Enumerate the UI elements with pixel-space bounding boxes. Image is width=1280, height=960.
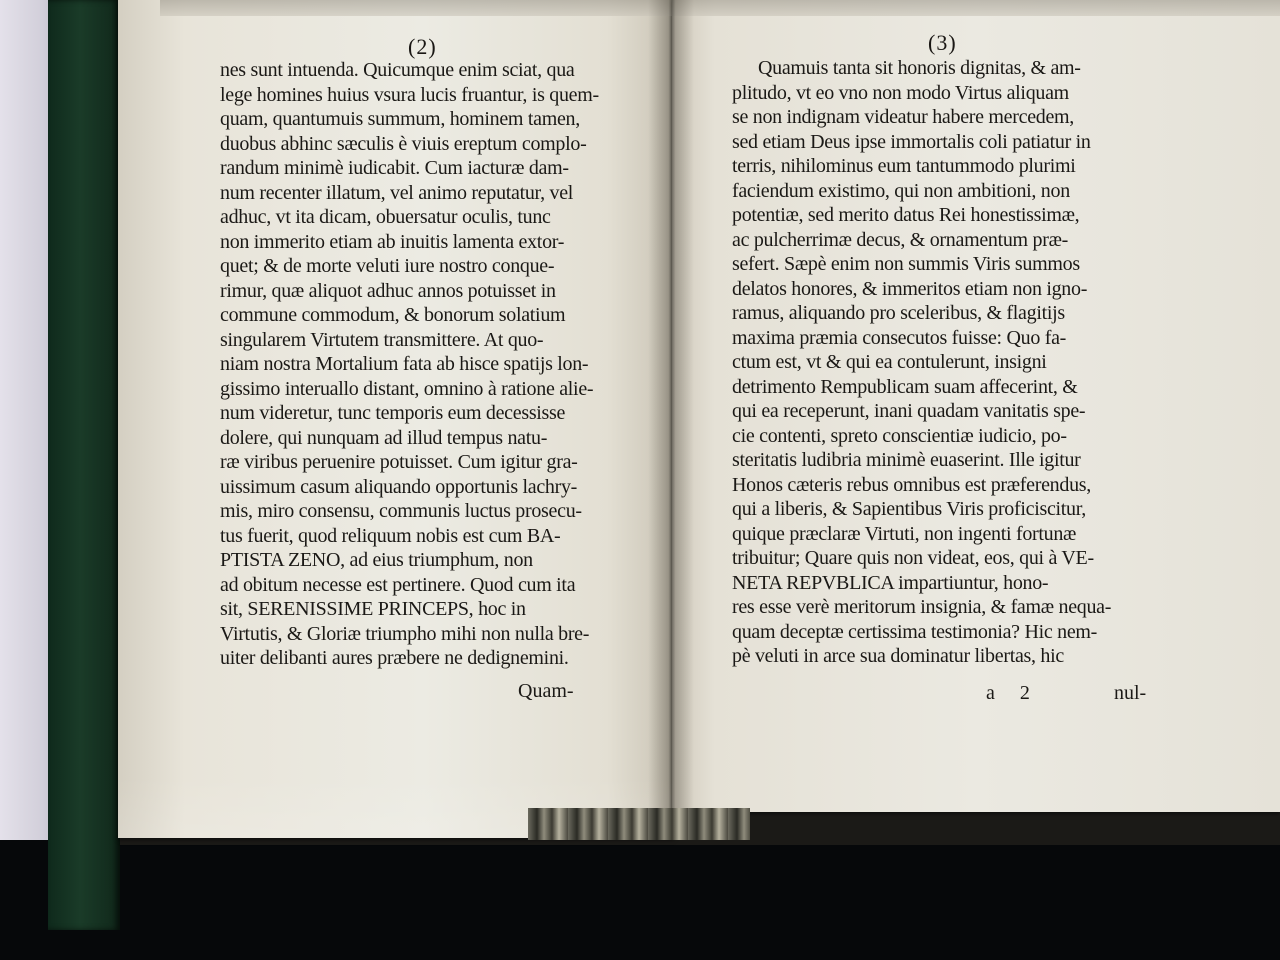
- text-line: ctum est, vt & qui ea contulerunt, insigni: [732, 351, 1047, 373]
- left-page-number: (2): [408, 34, 437, 59]
- text-line: se non indignam videatur habere mercedem,: [732, 106, 1075, 128]
- text-line: maxima præmia consecutos fuisse: Quo fa-: [732, 326, 1067, 349]
- text-line: qui ea receperunt, inani quadam vanitatis spe-: [732, 400, 1086, 422]
- text-line: singularem Virtutem transmittere. At quo-: [220, 328, 544, 351]
- right-page-number: (3): [928, 30, 957, 55]
- text-line: qui a liberis, & Sapientibus Viris proficiscitur,: [732, 498, 1086, 520]
- text-line: uiter delibanti aures præbere ne dedignemini.: [220, 647, 569, 669]
- text-line: adhuc, vt ita dicam, obuersatur oculis, tunc: [220, 206, 551, 228]
- text-line: sed etiam Deus ipse immortalis coli patiatur in: [732, 130, 1091, 153]
- text-line: rimur, quæ aliquot adhuc annos potuisset in: [220, 279, 556, 302]
- marbled-spine-strip: [528, 808, 750, 840]
- text-line: faciendum existimo, qui non ambitioni, non: [732, 179, 1070, 202]
- text-line: delatos honores, & immeritos etiam non igno-: [732, 277, 1088, 300]
- text-line: num videretur, tunc temporis eum decessisse: [220, 402, 566, 424]
- text-line: dolere, qui nunquam ad illud tempus natu-: [220, 426, 548, 449]
- text-line: nes sunt intuenda. Quicumque enim sciat, qua: [220, 59, 575, 81]
- left-page-text: [220, 58, 640, 671]
- text-line: uissimum casum aliquando opportunis lachry-: [220, 475, 578, 498]
- text-line: commune commodum, & bonorum solatium: [220, 304, 566, 326]
- text-line: tribuitur; Quare quis non videat, eos, qui à VE-: [732, 547, 1094, 569]
- text-line: steritatis ludibria minimè euaserint. Ille igitur: [732, 449, 1081, 471]
- text-line: Quamuis tanta sit honoris dignitas, & am-: [758, 57, 1081, 79]
- text-line: sefert. Sæpè enim non summis Viris summos: [732, 253, 1080, 275]
- text-line: plitudo, vt eo vno non modo Virtus aliquam: [732, 81, 1069, 104]
- text-line: cie contenti, spreto conscientiæ iudicio, po-: [732, 424, 1067, 447]
- text-line: res esse verè meritorum insignia, & famæ nequa-: [732, 596, 1112, 618]
- text-line: quique præclaræ Virtuti, non ingenti fortunæ: [732, 522, 1077, 545]
- text-line: terris, nihilominus eum tantummodo plurimi: [732, 155, 1076, 177]
- text-line: Honos cæteris rebus omnibus est præferendus,: [732, 473, 1091, 496]
- table-surface: [0, 840, 1280, 960]
- text-line: sit, SERENISSIME PRINCEPS, hoc in: [220, 598, 526, 620]
- text-line: detrimento Rempublicam suam affecerint, &: [732, 375, 1078, 398]
- green-cloth-binding: [48, 0, 120, 930]
- text-line: quam deceptæ certissima testimonia? Hic nem-: [732, 620, 1098, 643]
- text-line: lege homines huius vsura lucis fruantur, is quem-: [220, 83, 599, 106]
- book-gutter: [648, 0, 694, 810]
- text-line: pè veluti in arce sua dominatur libertas, hic: [732, 645, 1064, 667]
- text-line: quet; & de morte veluti iure nostro conque-: [220, 255, 555, 277]
- text-line: ræ viribus peruenire potuisset. Cum igitur gra-: [220, 451, 578, 473]
- text-line: mis, miro consensu, communis luctus prosecu-: [220, 500, 582, 522]
- text-line: NETA REPVBLICA impartiuntur, hono-: [732, 571, 1049, 594]
- text-line: ad obitum necesse est pertinere. Quod cum ita: [220, 573, 576, 596]
- text-line: duobus abhinc sæculis è viuis ereptum complo-: [220, 132, 587, 155]
- right-page-text: [732, 56, 1172, 669]
- text-line: potentiæ, sed merito datus Rei honestissimæ,: [732, 204, 1080, 226]
- text-line: num recenter illatum, vel animo reputatur, vel: [220, 181, 574, 204]
- text-line: niam nostra Mortalium fata ab hisce spatijs lon-: [220, 353, 589, 375]
- text-line: non immerito etiam ab inuitis lamenta extor-: [220, 230, 565, 253]
- right-page-catchword: nul-: [1114, 682, 1147, 704]
- left-page-catchword: Quam-: [518, 680, 574, 702]
- text-line: randum minimè iudicabit. Cum iacturæ dam-: [220, 157, 569, 179]
- page-top-edge: [160, 0, 1280, 16]
- text-line: quam, quantumuis summum, hominem tamen,: [220, 108, 580, 130]
- text-line: gissimo interuallo distant, omnino à ratione alie-: [220, 377, 594, 400]
- text-line: ac pulcherrimæ decus, & ornamentum præ-: [732, 228, 1068, 251]
- text-line: PTISTA ZENO, ad eius triumphum, non: [220, 549, 533, 571]
- text-line: Virtutis, & Gloriæ triumpho mihi non nulla bre-: [220, 622, 590, 645]
- text-line: tus fuerit, quod reliquum nobis est cum BA-: [220, 524, 561, 547]
- right-page-signature-mark: a 2: [986, 682, 1040, 704]
- text-line: ramus, aliquando pro sceleribus, & flagitijs: [732, 302, 1065, 324]
